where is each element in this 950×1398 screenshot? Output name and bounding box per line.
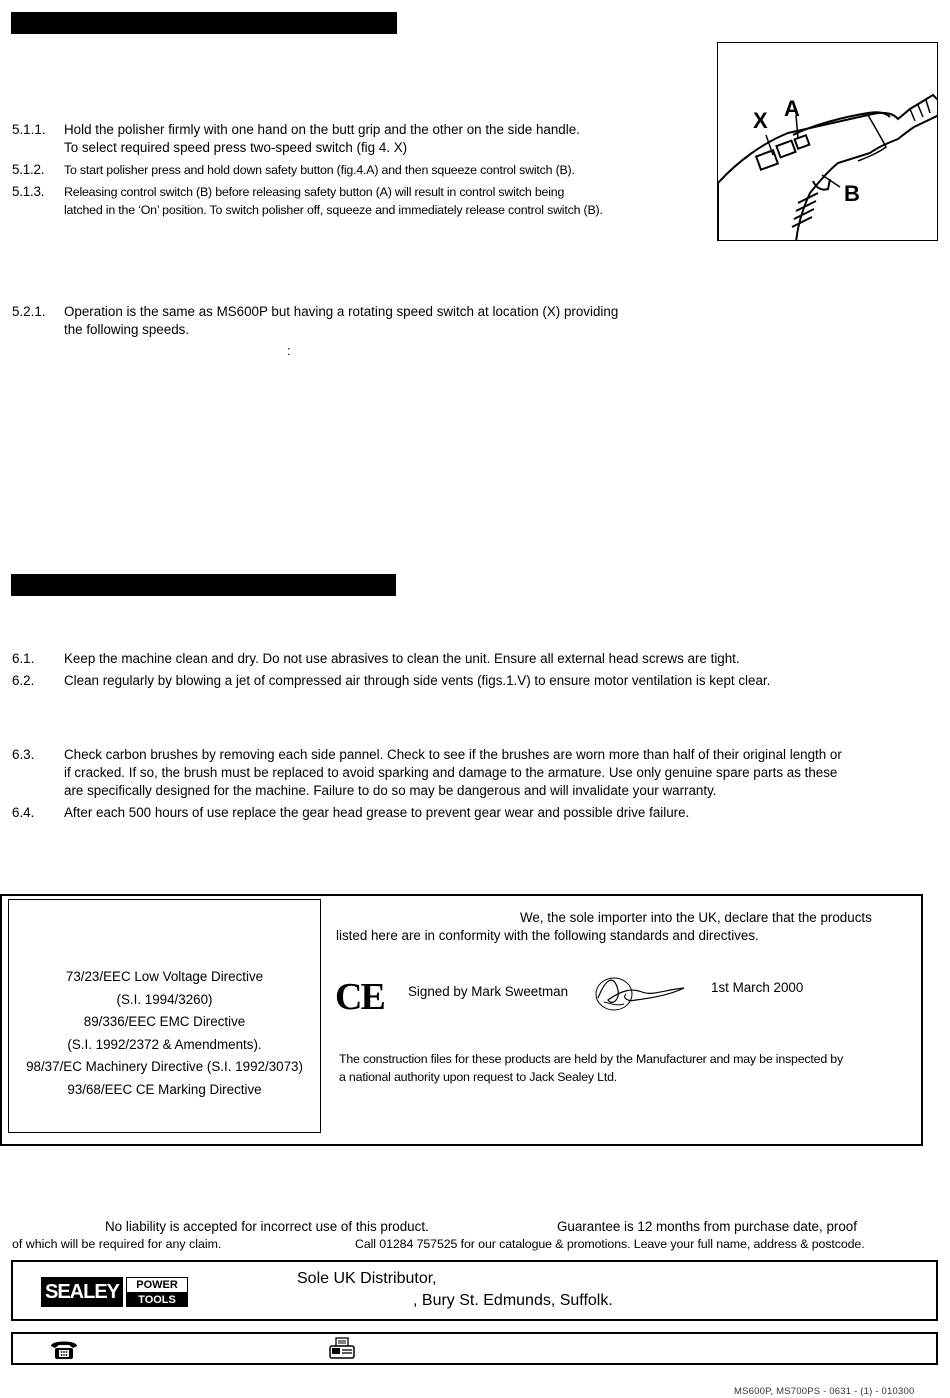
directive-line: 89/336/EEC EMC Directive bbox=[83, 1014, 246, 1029]
figure-4-polisher bbox=[717, 42, 938, 241]
polisher-illustration bbox=[718, 43, 938, 241]
item-number: 6.3. bbox=[12, 747, 35, 762]
item-text-line: if cracked. If so, the brush must be replaced to avoid sparking and damage to the armature. Use only genuine spare parts as these bbox=[64, 765, 838, 780]
directive-line: (S.I. 1992/2372 & Amendments). bbox=[67, 1036, 262, 1052]
item-text-line: Operation is the same as MS600P but having a rotating speed switch at location (X) providing bbox=[64, 304, 619, 319]
sealey-power-tools-logo bbox=[41, 1277, 188, 1307]
claim-text: of which will be required for any claim. bbox=[12, 1237, 222, 1251]
tools-label: TOOLS bbox=[127, 1293, 187, 1307]
item-number: 6.4. bbox=[12, 805, 35, 820]
guarantee-text: Guarantee is 12 months from purchase date, proof bbox=[557, 1219, 857, 1234]
item-number: 5.1.1. bbox=[12, 122, 46, 137]
distributor-box bbox=[11, 1260, 938, 1321]
list-item-5-1-1 bbox=[12, 121, 712, 157]
telephone-icon bbox=[49, 1338, 79, 1360]
item-text-line: Keep the machine clean and dry. Do not use abrasives to clean the unit. Ensure all external head screws are tight. bbox=[64, 651, 740, 666]
item-text-line: Hold the polisher firmly with one hand on the butt grip and the other on the side handle. bbox=[64, 122, 580, 137]
item-text-line: To start polisher press and hold down safety button (fig.4.A) and then squeeze control switch (B). bbox=[64, 163, 575, 177]
item-text-line: After each 500 hours of use replace the gear head grease to prevent gear wear and possible drive failure. bbox=[64, 805, 690, 820]
list-item-5-1-3 bbox=[12, 183, 712, 219]
list-item-6-2 bbox=[12, 672, 932, 690]
directives-panel bbox=[8, 899, 321, 1133]
ce-mark: CE bbox=[335, 976, 384, 1018]
list-item-6-3 bbox=[12, 746, 932, 800]
item-number: 6.2. bbox=[12, 673, 35, 688]
catalogue-text: Call 01284 757525 for our catalogue & promotions. Leave your full name, address & postcode. bbox=[355, 1237, 865, 1251]
directive-line: 73/23/EEC Low Voltage Directive bbox=[65, 969, 264, 984]
distributor-text: Sole UK Distributor, bbox=[297, 1270, 437, 1287]
signature-date: 1st March 2000 bbox=[711, 980, 804, 995]
fax-icon bbox=[327, 1337, 357, 1361]
document-code: MS600P, MS700PS - 0631 - (1) - 010300 bbox=[734, 1386, 915, 1397]
speed-table-colon: : bbox=[287, 343, 291, 358]
power-tools-badge bbox=[126, 1277, 188, 1307]
item-text-line: Releasing control switch (B) before releasing safety button (A) will result in control switch being bbox=[64, 185, 565, 199]
sealey-logo: SEALEY bbox=[41, 1277, 123, 1307]
figure-label-x: X bbox=[753, 108, 768, 133]
item-text-line: the following speeds. bbox=[64, 322, 190, 337]
item-text-line: Check carbon brushes by removing each side pannel. Check to see if the brushes are worn more than half of their original length or bbox=[64, 747, 842, 762]
list-item-6-1 bbox=[12, 650, 932, 668]
power-label: POWER bbox=[127, 1278, 187, 1293]
signed-by: Signed by Mark Sweetman bbox=[408, 984, 569, 999]
section-6-header-bar bbox=[11, 574, 396, 596]
declaration-of-conformity-box bbox=[0, 894, 923, 1146]
signature-image bbox=[592, 970, 686, 1014]
construction-files-line-1: The construction files for these products are held by the Manufacturer and may be inspected by bbox=[339, 1052, 843, 1066]
item-number: 5.1.2. bbox=[12, 162, 45, 177]
declaration-statement-line-1: We, the sole importer into the UK, declare that the products bbox=[520, 910, 872, 925]
list-item-5-1-2 bbox=[12, 161, 712, 179]
figure-label-a: A bbox=[784, 96, 800, 121]
item-number: 5.2.1. bbox=[12, 304, 46, 319]
item-number: 5.1.3. bbox=[12, 184, 45, 199]
item-text-line: Clean regularly by blowing a jet of compressed air through side vents (figs.1.V) to ensure motor ventilation is kept clear. bbox=[64, 673, 771, 688]
directive-line: 93/68/EEC CE Marking Directive bbox=[67, 1081, 262, 1097]
list-item-6-4 bbox=[12, 804, 932, 822]
item-text-line: are specifically designed for the machine. Failure to do so may be dangerous and will invalidate your warranty. bbox=[64, 783, 717, 798]
declaration-statement-line-2: listed here are in conformity with the following standards and directives. bbox=[336, 928, 759, 943]
item-text-line: To select required speed press two-speed switch (fig 4. X) bbox=[64, 140, 408, 155]
liability-text: No liability is accepted for incorrect use of this product. bbox=[105, 1219, 429, 1234]
item-text-line: latched in the ‘On’ position. To switch polisher off, squeeze and immediately release control switch (B). bbox=[64, 203, 603, 217]
construction-files-line-2: a national authority upon request to Jack Sealey Ltd. bbox=[339, 1070, 618, 1084]
list-item-5-2-1 bbox=[12, 303, 712, 339]
item-number: 6.1. bbox=[12, 651, 35, 666]
directive-line: 98/37/EC Machinery Directive (S.I. 1992/3073) bbox=[26, 1059, 303, 1074]
section-5-header-bar bbox=[11, 12, 397, 34]
directives-list bbox=[9, 966, 320, 1101]
contact-box bbox=[11, 1332, 938, 1365]
directive-line: (S.I. 1994/3260) bbox=[116, 991, 213, 1007]
figure-label-b: B bbox=[844, 181, 860, 206]
distributor-location: , Bury St. Edmunds, Suffolk. bbox=[413, 1292, 613, 1309]
